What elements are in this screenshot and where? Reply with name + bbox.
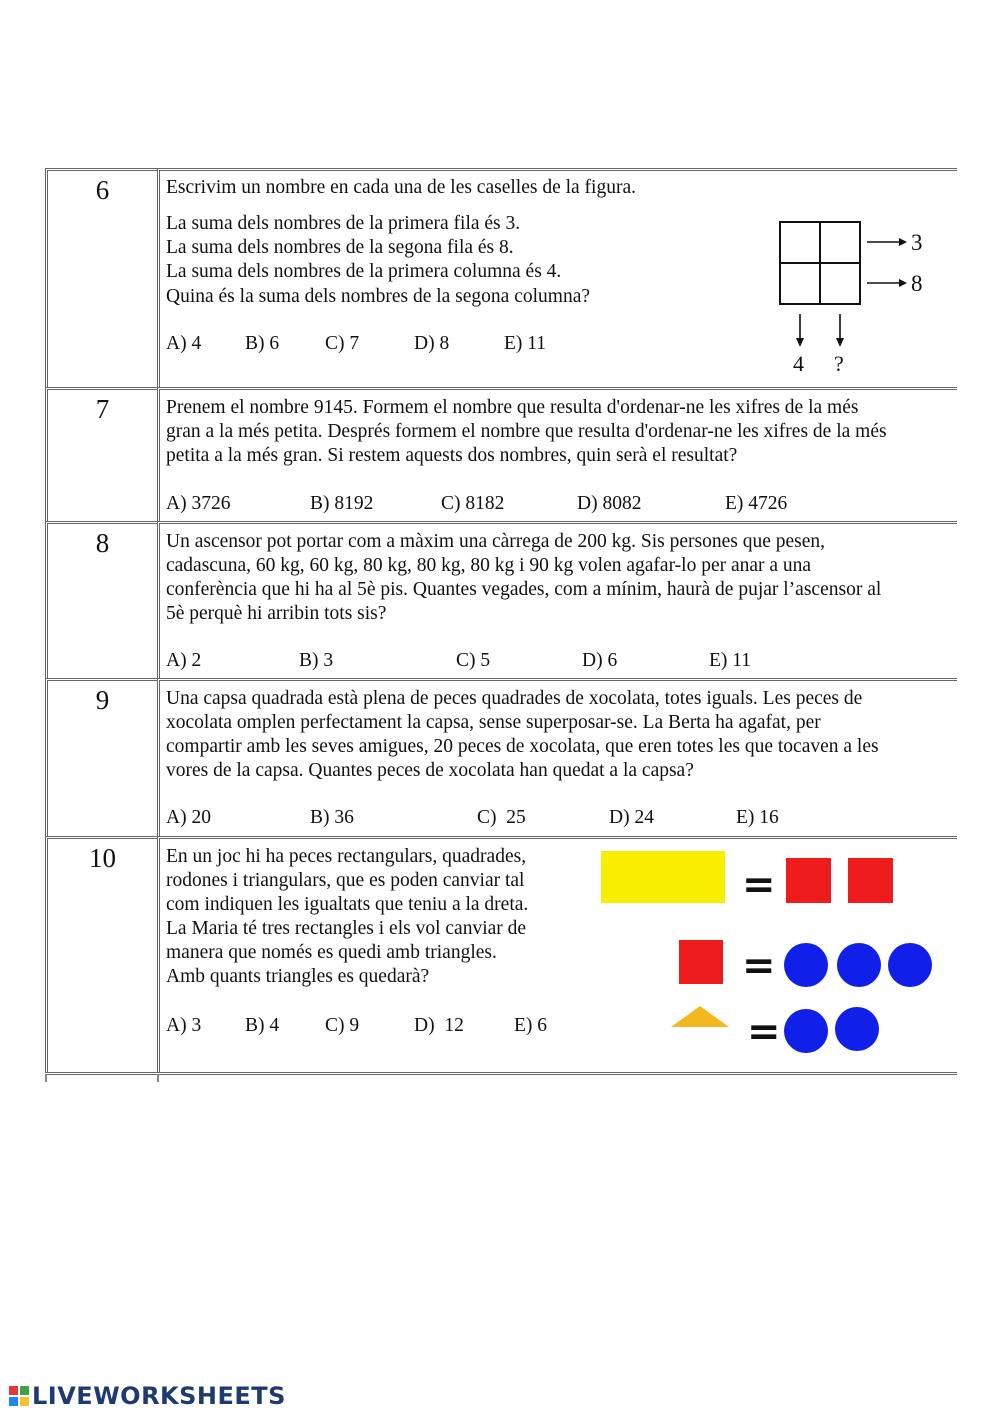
answer-option-a[interactable]: A) 2: [166, 650, 202, 671]
question-line: Un ascensor pot portar com a màxim una càrrega de 200 kg. Sis persones que pesen,: [166, 531, 826, 552]
answer-option-e[interactable]: E) 6: [514, 1015, 548, 1036]
question-number-cell: [45, 521, 157, 678]
question-line: rodones i triangulars, que es poden canviar tal: [166, 870, 525, 891]
question-line: La suma dels nombres de la segona fila és 8.: [166, 237, 514, 258]
question-line: 5è perquè hi arribin tots sis?: [166, 603, 387, 624]
question-number: 9: [95, 685, 110, 715]
question-text-cell: [157, 387, 957, 521]
question-line: vores de la capsa. Quantes peces de xocolata han quedat a la capsa?: [166, 760, 694, 781]
equals-sign: =: [742, 943, 776, 989]
question-number: 6: [95, 175, 110, 205]
question-text-cell: [157, 678, 957, 836]
blue-circle-shape: [888, 943, 932, 987]
column-sum-label: 4: [793, 351, 804, 376]
question-text-cell: [157, 836, 957, 1072]
exchange-rules-figure: [592, 843, 957, 1068]
liveworksheets-logo[interactable]: [8, 1382, 286, 1410]
answer-option-b[interactable]: B) 36: [310, 807, 354, 828]
question-number: 8: [95, 528, 110, 558]
equals-sign: =: [742, 862, 776, 908]
answer-option-b[interactable]: B) 3: [299, 650, 334, 671]
question-number: 10: [89, 843, 116, 873]
answer-option-c[interactable]: C) 7: [325, 333, 360, 354]
question-line: manera que només es quedi amb triangles.: [166, 942, 497, 963]
row-sum-label: 8: [911, 271, 923, 296]
column-sum-label: ?: [834, 351, 844, 376]
answer-option-a[interactable]: A) 3726: [166, 493, 231, 514]
question-9-row: [45, 678, 957, 836]
answer-option-c[interactable]: C) 5: [456, 650, 491, 671]
question-line: Prenem el nombre 9145. Formem el nombre que resulta d'ordenar-ne les xifres de la més: [166, 397, 859, 418]
question-number: 7: [95, 394, 110, 424]
logo-icon: [8, 1385, 30, 1407]
answer-option-b[interactable]: B) 6: [245, 333, 280, 354]
answer-option-c[interactable]: C) 25: [477, 807, 526, 828]
blue-circle-shape: [784, 1009, 828, 1053]
table-cell-stub: [45, 1074, 156, 1082]
red-square-shape: [848, 858, 893, 903]
answer-option-d[interactable]: D) 8: [414, 333, 450, 354]
question-line: La suma dels nombres de la primera columna és 4.: [166, 261, 562, 282]
question-6-row: [45, 168, 957, 387]
question-7-row: [45, 387, 957, 521]
question-line: La Maria té tres rectangles i els vol canviar de: [166, 918, 527, 939]
answer-option-b[interactable]: B) 4: [245, 1015, 280, 1036]
question-line: Quina és la suma dels nombres de la segona columna?: [166, 286, 591, 307]
question-line: Una capsa quadrada està plena de peces quadrades de xocolata, totes iguals. Les peces de: [166, 688, 863, 709]
red-square-shape: [679, 940, 723, 984]
table-continuation: [45, 1074, 957, 1082]
answer-option-a[interactable]: A) 20: [166, 807, 211, 828]
table-cell-stub: [157, 1074, 959, 1082]
grid-figure: [774, 216, 934, 381]
question-number-cell: [45, 678, 157, 836]
question-10-row: [45, 836, 957, 1075]
answer-option-c[interactable]: C) 8182: [441, 493, 505, 514]
answer-option-e[interactable]: E) 11: [709, 650, 752, 671]
answer-option-e[interactable]: E) 4726: [725, 493, 788, 514]
answer-option-d[interactable]: D) 6: [582, 650, 618, 671]
equals-sign: =: [747, 1009, 781, 1055]
triangle-shape: [671, 1006, 729, 1027]
blue-circle-shape: [835, 1007, 879, 1051]
question-number-cell: [45, 387, 157, 521]
question-line: xocolata omplen perfectament la capsa, sense superposar-se. La Berta ha agafat, per: [166, 712, 821, 733]
question-intro: Escrivim un nombre en cada una de les caselles de la figura.: [166, 177, 636, 198]
red-square-shape: [786, 858, 831, 903]
answer-option-d[interactable]: D) 12: [414, 1015, 464, 1036]
question-number-cell: [45, 836, 157, 1072]
question-line: conferència que hi ha al 5è pis. Quantes vegades, com a mínim, haurà de pujar l’ascensor al: [166, 579, 882, 600]
answer-option-c[interactable]: C) 9: [325, 1015, 360, 1036]
answer-option-d[interactable]: D) 8082: [577, 493, 642, 514]
blue-circle-shape: [784, 943, 828, 987]
question-line: cadascuna, 60 kg, 60 kg, 80 kg, 80 kg, 80 kg i 90 kg volen agafar-lo per anar a una: [166, 555, 812, 576]
brand-name: LIVEWORKSHEETS: [32, 1382, 286, 1410]
answer-option-e[interactable]: E) 16: [736, 807, 779, 828]
question-text-cell: [157, 168, 957, 387]
question-8-row: [45, 521, 957, 678]
question-line: La suma dels nombres de la primera fila és 3.: [166, 213, 521, 234]
question-line: compartir amb les seves amigues, 20 peces de xocolata, que eren totes les que tocaven a les: [166, 736, 879, 757]
answer-option-d[interactable]: D) 24: [609, 807, 654, 828]
yellow-rectangle-shape: [601, 851, 725, 903]
question-line: Amb quants triangles es quedarà?: [166, 966, 430, 987]
question-line: petita a la més gran. Si restem aquests dos nombres, quin serà el resultat?: [166, 445, 738, 466]
blue-circle-shape: [837, 943, 881, 987]
question-number-cell: [45, 168, 157, 387]
question-line: gran a la més petita. Després formem el nombre que resulta d'ordenar-ne les xifres de la més: [166, 421, 887, 442]
row-sum-label: 3: [911, 230, 923, 255]
question-text-cell: [157, 521, 957, 678]
answer-option-e[interactable]: E) 11: [504, 333, 547, 354]
answer-option-b[interactable]: B) 8192: [310, 493, 374, 514]
question-line: com indiquen les igualtats que teniu a la dreta.: [166, 894, 529, 915]
answer-option-a[interactable]: A) 4: [166, 333, 202, 354]
answer-option-a[interactable]: A) 3: [166, 1015, 202, 1036]
question-line: En un joc hi ha peces rectangulars, quadrades,: [166, 846, 527, 867]
